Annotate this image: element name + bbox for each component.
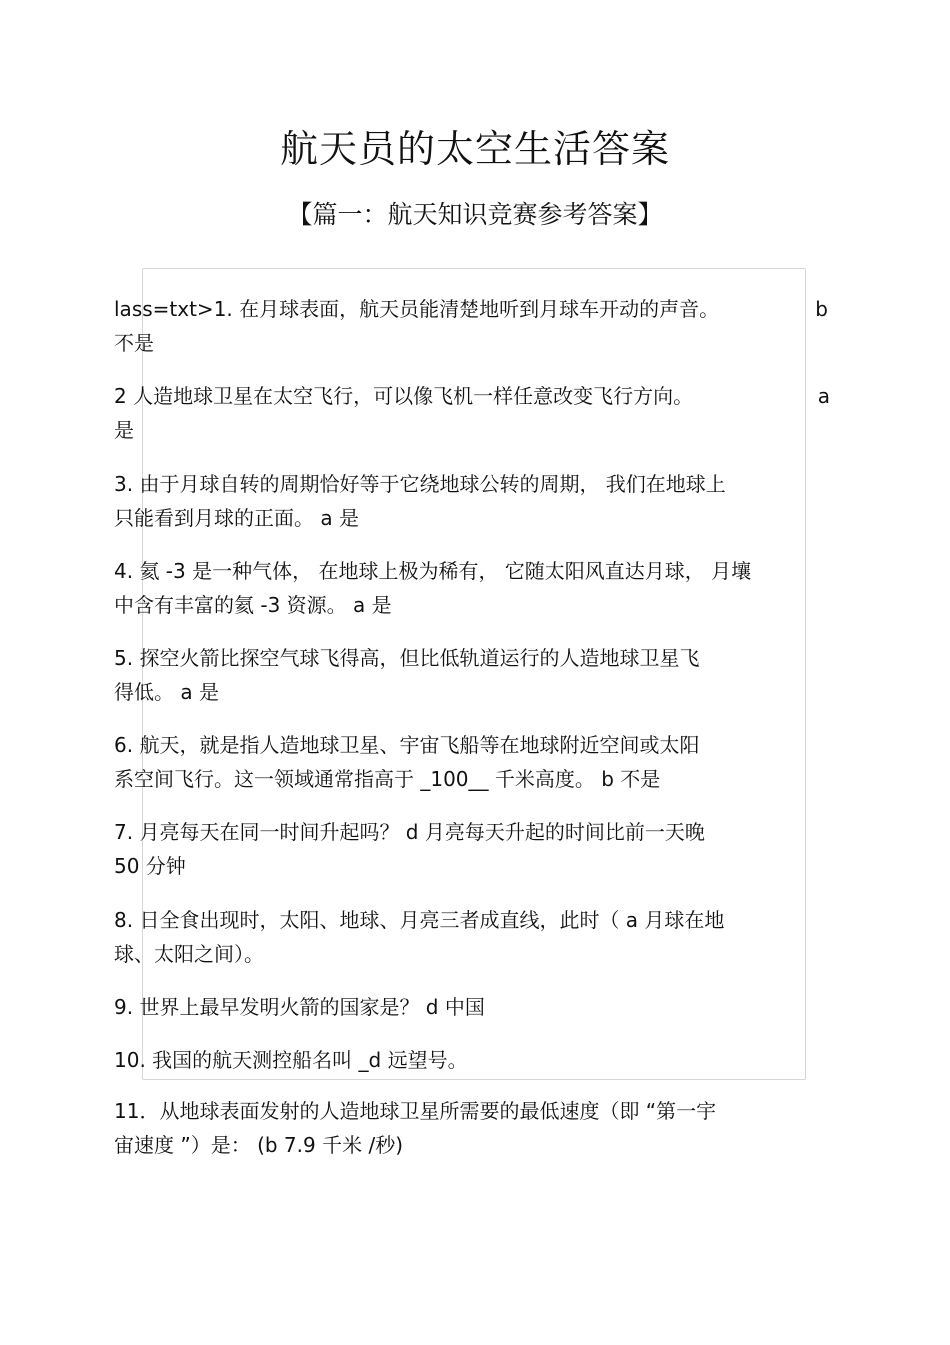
- question-continuation: 宙速度 ”）是： (b 7.9 千米 /秒): [114, 1133, 403, 1157]
- question-text: lass=txt>1. 在月球表面，航天员能清楚地听到月球车开动的声音。: [114, 297, 720, 321]
- section-subtitle: 【篇一：航天知识竞赛参考答案】: [287, 200, 663, 229]
- question-5: [114, 641, 834, 711]
- question-continuation: 不是: [114, 331, 154, 355]
- question-text: 8. 日全食出现时，太阳、地球、月亮三者成直线，此时（ a 月球在地: [114, 908, 725, 932]
- answer-letter: b: [815, 297, 828, 321]
- question-text: 11．从地球表面发射的人造地球卫星所需要的最低速度（即 “第一宇: [114, 1099, 717, 1123]
- question-text: 4. 氦 -3 是一种气体， 在地球上极为稀有， 它随太阳风直达月球， 月壤: [114, 559, 752, 583]
- question-text: 3. 由于月球自转的周期恰好等于它绕地球公转的周期， 我们在地球上: [114, 472, 726, 496]
- question-continuation: 得低。 a 是: [114, 680, 219, 704]
- question-text: 7. 月亮每天在同一时间升起吗？ d 月亮每天升起的时间比前一天晚: [114, 820, 705, 844]
- question-6: [114, 728, 834, 798]
- question-1: [114, 292, 834, 362]
- question-text: 10. 我国的航天测控船名叫 _d 远望号。: [114, 1048, 468, 1072]
- question-continuation: 是: [114, 418, 134, 442]
- question-11: [114, 1094, 834, 1164]
- question-continuation: 系空间飞行。这一领域通常指高于 _100__ 千米高度。 b 不是: [114, 767, 661, 791]
- question-4: [114, 554, 834, 624]
- question-text: 2 人造地球卫星在太空飞行，可以像飞机一样任意改变飞行方向。: [114, 384, 694, 408]
- question-continuation: 只能看到月球的正面。 a 是: [114, 506, 359, 530]
- question-3: [114, 467, 834, 537]
- question-continuation: 50 分钟: [114, 854, 186, 878]
- answer-letter: a: [817, 384, 830, 408]
- question-8: [114, 903, 834, 973]
- question-continuation: 球、太阳之间）。: [114, 942, 264, 966]
- question-continuation: 中含有丰富的氦 -3 资源。 a 是: [114, 593, 392, 617]
- question-text: 9. 世界上最早发明火箭的国家是？ d 中国: [114, 995, 485, 1019]
- question-text: 5. 探空火箭比探空气球飞得高，但比低轨道运行的人造地球卫星飞: [114, 646, 700, 670]
- question-9: [114, 990, 834, 1026]
- question-text: 6. 航天，就是指人造地球卫星、宇宙飞船等在地球附近空间或太阳: [114, 733, 700, 757]
- page-title: 航天员的太空生活答案: [279, 127, 670, 171]
- question-10: [114, 1043, 834, 1079]
- question-2: [114, 379, 834, 449]
- question-7: [114, 815, 834, 885]
